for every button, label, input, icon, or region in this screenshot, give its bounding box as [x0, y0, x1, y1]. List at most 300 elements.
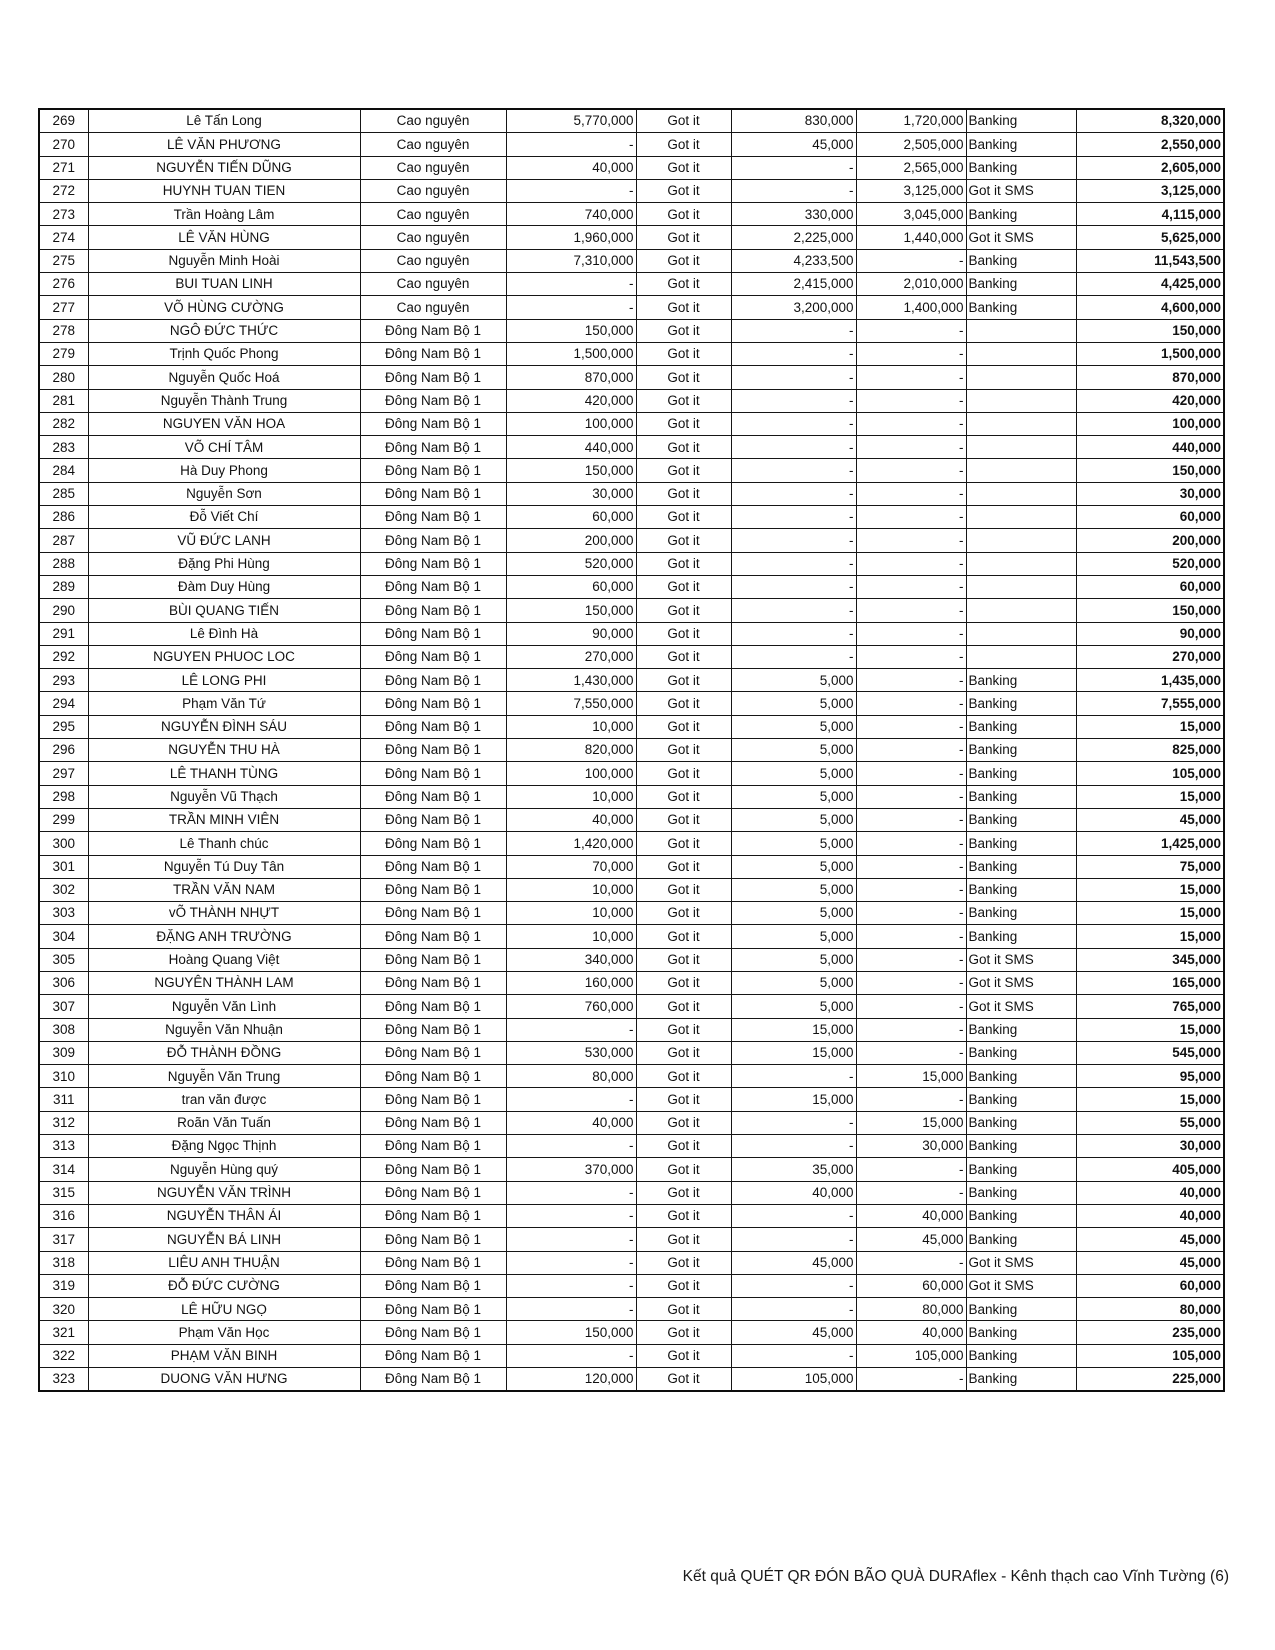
cell-region: Đông Nam Bộ 1 [360, 506, 506, 529]
cell-amount-scanned: 40,000 [506, 1111, 636, 1134]
table-row [39, 715, 1224, 738]
cell-total: 545,000 [1076, 1041, 1224, 1064]
cell-region: Đông Nam Bộ 1 [360, 1204, 506, 1227]
cell-row-number: 294 [39, 692, 88, 715]
cell-total: 825,000 [1076, 739, 1224, 762]
cell-amount-bonus-1: 5,000 [731, 762, 856, 785]
cell-total: 30,000 [1076, 482, 1224, 505]
cell-amount-bonus-2: 1,720,000 [856, 109, 966, 133]
cell-status: Got it [636, 1298, 731, 1321]
cell-amount-bonus-2: - [856, 971, 966, 994]
cell-amount-bonus-1: - [731, 436, 856, 459]
cell-amount-scanned: - [506, 1298, 636, 1321]
cell-amount-bonus-1: - [731, 366, 856, 389]
cell-amount-bonus-2: 3,045,000 [856, 203, 966, 226]
cell-name: TRẦN VĂN NAM [88, 878, 360, 901]
cell-total: 60,000 [1076, 575, 1224, 598]
cell-name: NGUYỄN ĐÌNH SÁU [88, 715, 360, 738]
table-row [39, 785, 1224, 808]
cell-amount-scanned: 120,000 [506, 1368, 636, 1392]
table-row [39, 1181, 1224, 1204]
cell-amount-bonus-1: 4,233,500 [731, 249, 856, 272]
cell-name: NGUYỄN TIẾN DŨNG [88, 156, 360, 179]
cell-amount-scanned: 10,000 [506, 785, 636, 808]
cell-region: Đông Nam Bộ 1 [360, 1018, 506, 1041]
cell-amount-bonus-2: - [856, 552, 966, 575]
cell-amount-bonus-2: - [856, 1251, 966, 1274]
cell-name: Nguyễn Tú Duy Tân [88, 855, 360, 878]
cell-region: Đông Nam Bộ 1 [360, 669, 506, 692]
cell-name: LÊ VĂN PHƯƠNG [88, 133, 360, 156]
cell-amount-bonus-2: 30,000 [856, 1135, 966, 1158]
cell-row-number: 301 [39, 855, 88, 878]
cell-total: 90,000 [1076, 622, 1224, 645]
cell-region: Đông Nam Bộ 1 [360, 762, 506, 785]
cell-region: Đông Nam Bộ 1 [360, 1158, 506, 1181]
cell-amount-bonus-1: 5,000 [731, 971, 856, 994]
cell-region: Đông Nam Bộ 1 [360, 412, 506, 435]
cell-amount-bonus-2: - [856, 342, 966, 365]
cell-region: Đông Nam Bộ 1 [360, 855, 506, 878]
cell-status: Got it [636, 203, 731, 226]
cell-payout-channel: Banking [966, 692, 1076, 715]
cell-row-number: 283 [39, 436, 88, 459]
cell-amount-bonus-1: 45,000 [731, 1321, 856, 1344]
table-row [39, 249, 1224, 272]
cell-amount-scanned: - [506, 296, 636, 319]
cell-payout-channel: Banking [966, 669, 1076, 692]
cell-region: Cao nguyên [360, 109, 506, 133]
cell-payout-channel: Banking [966, 1018, 1076, 1041]
cell-name: Lê Thanh chúc [88, 832, 360, 855]
cell-row-number: 299 [39, 808, 88, 831]
table-row [39, 156, 1224, 179]
cell-total: 75,000 [1076, 855, 1224, 878]
cell-amount-scanned: 150,000 [506, 1321, 636, 1344]
cell-payout-channel: Banking [966, 156, 1076, 179]
cell-payout-channel: Got it SMS [966, 971, 1076, 994]
table-row [39, 1298, 1224, 1321]
cell-amount-bonus-1: 5,000 [731, 692, 856, 715]
cell-name: VÕ HÙNG CƯỜNG [88, 296, 360, 319]
cell-payout-channel: Banking [966, 878, 1076, 901]
cell-total: 15,000 [1076, 902, 1224, 925]
cell-status: Got it [636, 342, 731, 365]
cell-status: Got it [636, 1135, 731, 1158]
cell-name: Phạm Văn Học [88, 1321, 360, 1344]
cell-status: Got it [636, 459, 731, 482]
cell-total: 45,000 [1076, 1251, 1224, 1274]
cell-total: 1,425,000 [1076, 832, 1224, 855]
table-row [39, 1204, 1224, 1227]
cell-name: Nguyễn Văn Trung [88, 1065, 360, 1088]
cell-row-number: 281 [39, 389, 88, 412]
cell-row-number: 298 [39, 785, 88, 808]
cell-row-number: 304 [39, 925, 88, 948]
cell-amount-scanned: 5,770,000 [506, 109, 636, 133]
cell-row-number: 309 [39, 1041, 88, 1064]
cell-status: Got it [636, 1158, 731, 1181]
cell-amount-bonus-2: 3,125,000 [856, 179, 966, 202]
cell-payout-channel: Banking [966, 902, 1076, 925]
cell-amount-bonus-2: - [856, 412, 966, 435]
cell-total: 15,000 [1076, 1088, 1224, 1111]
cell-region: Đông Nam Bộ 1 [360, 645, 506, 668]
cell-name: NGÔ ĐỨC THỨC [88, 319, 360, 342]
cell-status: Got it [636, 529, 731, 552]
cell-name: VÕ CHÍ TÂM [88, 436, 360, 459]
cell-payout-channel: Banking [966, 1368, 1076, 1392]
cell-payout-channel: Banking [966, 808, 1076, 831]
cell-total: 5,625,000 [1076, 226, 1224, 249]
cell-amount-scanned: 820,000 [506, 739, 636, 762]
cell-amount-bonus-1: 5,000 [731, 739, 856, 762]
cell-row-number: 274 [39, 226, 88, 249]
cell-amount-bonus-1: 2,225,000 [731, 226, 856, 249]
cell-amount-bonus-1: 45,000 [731, 1251, 856, 1274]
cell-region: Đông Nam Bộ 1 [360, 971, 506, 994]
cell-status: Got it [636, 575, 731, 598]
cell-region: Cao nguyên [360, 296, 506, 319]
cell-row-number: 300 [39, 832, 88, 855]
cell-amount-scanned: - [506, 1228, 636, 1251]
cell-amount-bonus-2: - [856, 785, 966, 808]
cell-region: Đông Nam Bộ 1 [360, 1274, 506, 1297]
table-row [39, 1321, 1224, 1344]
cell-amount-bonus-1: 5,000 [731, 669, 856, 692]
cell-total: 30,000 [1076, 1135, 1224, 1158]
cell-amount-bonus-2: - [856, 878, 966, 901]
cell-payout-channel [966, 389, 1076, 412]
table-row [39, 459, 1224, 482]
cell-amount-bonus-1: 330,000 [731, 203, 856, 226]
table-row [39, 995, 1224, 1018]
cell-amount-bonus-1: - [731, 1274, 856, 1297]
cell-amount-scanned: 1,430,000 [506, 669, 636, 692]
cell-amount-scanned: 760,000 [506, 995, 636, 1018]
cell-region: Đông Nam Bộ 1 [360, 1065, 506, 1088]
cell-amount-scanned: 1,420,000 [506, 832, 636, 855]
table-row [39, 669, 1224, 692]
cell-amount-bonus-1: - [731, 482, 856, 505]
table-row [39, 1344, 1224, 1367]
cell-payout-channel [966, 319, 1076, 342]
cell-payout-channel: Banking [966, 249, 1076, 272]
cell-amount-bonus-2: - [856, 808, 966, 831]
cell-total: 440,000 [1076, 436, 1224, 459]
cell-name: DUONG VĂN HƯNG [88, 1368, 360, 1392]
cell-name: Nguyễn Quốc Hoá [88, 366, 360, 389]
cell-amount-bonus-1: - [731, 342, 856, 365]
cell-name: Đặng Ngọc Thịnh [88, 1135, 360, 1158]
cell-total: 11,543,500 [1076, 249, 1224, 272]
cell-row-number: 288 [39, 552, 88, 575]
cell-amount-bonus-1: - [731, 552, 856, 575]
cell-payout-channel: Banking [966, 133, 1076, 156]
cell-total: 225,000 [1076, 1368, 1224, 1392]
cell-payout-channel: Banking [966, 296, 1076, 319]
cell-amount-bonus-2: - [856, 389, 966, 412]
cell-amount-scanned: 7,310,000 [506, 249, 636, 272]
cell-amount-bonus-1: 5,000 [731, 995, 856, 1018]
cell-status: Got it [636, 436, 731, 459]
cell-total: 150,000 [1076, 599, 1224, 622]
cell-status: Got it [636, 669, 731, 692]
cell-region: Đông Nam Bộ 1 [360, 1251, 506, 1274]
cell-payout-channel: Banking [966, 785, 1076, 808]
cell-amount-bonus-1: 35,000 [731, 1158, 856, 1181]
cell-amount-bonus-2: - [856, 692, 966, 715]
table-row [39, 925, 1224, 948]
cell-name: Nguyễn Thành Trung [88, 389, 360, 412]
cell-amount-bonus-2: - [856, 645, 966, 668]
cell-status: Got it [636, 622, 731, 645]
cell-amount-bonus-2: - [856, 902, 966, 925]
cell-amount-bonus-2: - [856, 436, 966, 459]
cell-amount-bonus-2: 40,000 [856, 1204, 966, 1227]
cell-name: vÕ THÀNH NHỰT [88, 902, 360, 925]
cell-row-number: 278 [39, 319, 88, 342]
cell-status: Got it [636, 1111, 731, 1134]
cell-amount-scanned: 60,000 [506, 506, 636, 529]
cell-payout-channel [966, 622, 1076, 645]
cell-total: 80,000 [1076, 1298, 1224, 1321]
cell-payout-channel [966, 575, 1076, 598]
page-footer-title: Kết quả QUÉT QR ĐÓN BÃO QUÀ DURAflex - Kênh thạch cao Vĩnh Tường (6) [682, 1568, 1229, 1585]
cell-status: Got it [636, 599, 731, 622]
cell-total: 60,000 [1076, 1274, 1224, 1297]
cell-row-number: 295 [39, 715, 88, 738]
cell-row-number: 305 [39, 948, 88, 971]
cell-region: Cao nguyên [360, 156, 506, 179]
table-row [39, 203, 1224, 226]
cell-amount-bonus-1: - [731, 156, 856, 179]
cell-payout-channel: Banking [966, 1111, 1076, 1134]
cell-payout-channel: Banking [966, 1135, 1076, 1158]
cell-row-number: 297 [39, 762, 88, 785]
cell-region: Đông Nam Bộ 1 [360, 785, 506, 808]
cell-region: Cao nguyên [360, 203, 506, 226]
cell-status: Got it [636, 109, 731, 133]
cell-status: Got it [636, 1228, 731, 1251]
cell-amount-bonus-1: 5,000 [731, 715, 856, 738]
table-row [39, 366, 1224, 389]
cell-amount-bonus-1: 5,000 [731, 785, 856, 808]
table-row [39, 552, 1224, 575]
cell-total: 15,000 [1076, 785, 1224, 808]
cell-region: Đông Nam Bộ 1 [360, 389, 506, 412]
table-row [39, 436, 1224, 459]
cell-amount-bonus-1: 5,000 [731, 855, 856, 878]
cell-region: Đông Nam Bộ 1 [360, 319, 506, 342]
cell-total: 40,000 [1076, 1204, 1224, 1227]
results-table-body [39, 109, 1224, 1391]
cell-row-number: 276 [39, 273, 88, 296]
cell-row-number: 302 [39, 878, 88, 901]
cell-region: Cao nguyên [360, 226, 506, 249]
cell-name: ĐỖ THÀNH ĐỒNG [88, 1041, 360, 1064]
cell-total: 235,000 [1076, 1321, 1224, 1344]
cell-region: Đông Nam Bộ 1 [360, 436, 506, 459]
cell-payout-channel [966, 366, 1076, 389]
cell-total: 15,000 [1076, 715, 1224, 738]
table-row [39, 1065, 1224, 1088]
cell-name: Đàm Duy Hùng [88, 575, 360, 598]
cell-name: LÊ LONG PHI [88, 669, 360, 692]
cell-region: Đông Nam Bộ 1 [360, 995, 506, 1018]
cell-total: 165,000 [1076, 971, 1224, 994]
cell-name: Trần Hoàng Lâm [88, 203, 360, 226]
cell-region: Đông Nam Bộ 1 [360, 599, 506, 622]
cell-payout-channel: Banking [966, 1065, 1076, 1088]
cell-status: Got it [636, 1344, 731, 1367]
cell-amount-bonus-1: - [731, 1135, 856, 1158]
cell-status: Got it [636, 808, 731, 831]
cell-amount-bonus-1: - [731, 1298, 856, 1321]
cell-total: 7,555,000 [1076, 692, 1224, 715]
cell-amount-bonus-1: 5,000 [731, 878, 856, 901]
cell-total: 2,550,000 [1076, 133, 1224, 156]
table-row [39, 878, 1224, 901]
table-row [39, 506, 1224, 529]
table-row [39, 1274, 1224, 1297]
cell-amount-bonus-2: - [856, 715, 966, 738]
cell-payout-channel: Got it SMS [966, 226, 1076, 249]
cell-name: Đặng Phi Hùng [88, 552, 360, 575]
cell-row-number: 279 [39, 342, 88, 365]
cell-name: BUI TUAN LINH [88, 273, 360, 296]
cell-amount-bonus-1: 15,000 [731, 1041, 856, 1064]
table-row [39, 1041, 1224, 1064]
cell-amount-scanned: - [506, 1135, 636, 1158]
cell-amount-bonus-2: - [856, 995, 966, 1018]
cell-name: Đỗ Viết Chí [88, 506, 360, 529]
cell-row-number: 323 [39, 1368, 88, 1392]
cell-status: Got it [636, 552, 731, 575]
cell-payout-channel: Banking [966, 1088, 1076, 1111]
cell-amount-bonus-1: - [731, 412, 856, 435]
cell-amount-scanned: 270,000 [506, 645, 636, 668]
cell-status: Got it [636, 645, 731, 668]
cell-name: Nguyễn Minh Hoài [88, 249, 360, 272]
cell-name: TRẦN MINH VIÊN [88, 808, 360, 831]
cell-row-number: 291 [39, 622, 88, 645]
cell-amount-bonus-2: 15,000 [856, 1065, 966, 1088]
cell-total: 40,000 [1076, 1181, 1224, 1204]
cell-name: Nguyễn Văn Nhuận [88, 1018, 360, 1041]
cell-name: Nguyễn Sơn [88, 482, 360, 505]
cell-name: VŨ ĐỨC LANH [88, 529, 360, 552]
cell-amount-bonus-2: 15,000 [856, 1111, 966, 1134]
cell-status: Got it [636, 995, 731, 1018]
cell-row-number: 269 [39, 109, 88, 133]
cell-row-number: 290 [39, 599, 88, 622]
cell-region: Đông Nam Bộ 1 [360, 622, 506, 645]
cell-amount-bonus-1: - [731, 575, 856, 598]
cell-region: Đông Nam Bộ 1 [360, 692, 506, 715]
cell-status: Got it [636, 855, 731, 878]
cell-total: 4,115,000 [1076, 203, 1224, 226]
cell-amount-scanned: 70,000 [506, 855, 636, 878]
cell-status: Got it [636, 715, 731, 738]
cell-payout-channel: Banking [966, 1204, 1076, 1227]
cell-name: LIÊU ANH THUẬN [88, 1251, 360, 1274]
cell-amount-bonus-2: 1,400,000 [856, 296, 966, 319]
table-row [39, 109, 1224, 133]
cell-amount-bonus-1: 15,000 [731, 1018, 856, 1041]
cell-status: Got it [636, 226, 731, 249]
cell-row-number: 292 [39, 645, 88, 668]
cell-amount-bonus-1: - [731, 1065, 856, 1088]
cell-payout-channel: Banking [966, 1181, 1076, 1204]
cell-name: NGUYỄN THU HÀ [88, 739, 360, 762]
cell-region: Đông Nam Bộ 1 [360, 878, 506, 901]
cell-name: HUYNH TUAN TIEN [88, 179, 360, 202]
cell-total: 520,000 [1076, 552, 1224, 575]
cell-payout-channel: Got it SMS [966, 1251, 1076, 1274]
cell-total: 95,000 [1076, 1065, 1224, 1088]
cell-amount-scanned: - [506, 1204, 636, 1227]
cell-amount-scanned: 370,000 [506, 1158, 636, 1181]
cell-row-number: 293 [39, 669, 88, 692]
cell-row-number: 296 [39, 739, 88, 762]
cell-name: NGUYÊN THÀNH LAM [88, 971, 360, 994]
cell-total: 870,000 [1076, 366, 1224, 389]
cell-row-number: 287 [39, 529, 88, 552]
cell-amount-bonus-2: - [856, 1158, 966, 1181]
cell-region: Đông Nam Bộ 1 [360, 1321, 506, 1344]
cell-total: 150,000 [1076, 459, 1224, 482]
cell-amount-bonus-1: - [731, 506, 856, 529]
cell-status: Got it [636, 319, 731, 342]
cell-amount-bonus-1: - [731, 645, 856, 668]
cell-amount-bonus-2: - [856, 1368, 966, 1392]
cell-status: Got it [636, 506, 731, 529]
cell-row-number: 316 [39, 1204, 88, 1227]
cell-amount-bonus-1: 105,000 [731, 1368, 856, 1392]
cell-amount-bonus-1: 5,000 [731, 902, 856, 925]
cell-amount-scanned: 1,960,000 [506, 226, 636, 249]
cell-payout-channel [966, 459, 1076, 482]
cell-amount-bonus-2: - [856, 669, 966, 692]
cell-region: Cao nguyên [360, 133, 506, 156]
cell-total: 100,000 [1076, 412, 1224, 435]
cell-status: Got it [636, 249, 731, 272]
table-row [39, 971, 1224, 994]
cell-amount-bonus-1: - [731, 529, 856, 552]
cell-payout-channel [966, 342, 1076, 365]
cell-payout-channel: Banking [966, 273, 1076, 296]
cell-amount-scanned: - [506, 179, 636, 202]
cell-region: Đông Nam Bộ 1 [360, 1111, 506, 1134]
cell-amount-scanned: 530,000 [506, 1041, 636, 1064]
cell-amount-bonus-1: 5,000 [731, 832, 856, 855]
cell-row-number: 277 [39, 296, 88, 319]
cell-status: Got it [636, 692, 731, 715]
cell-amount-scanned: 160,000 [506, 971, 636, 994]
cell-total: 765,000 [1076, 995, 1224, 1018]
cell-name: LÊ HỮU NGỌ [88, 1298, 360, 1321]
cell-status: Got it [636, 878, 731, 901]
cell-amount-scanned: 10,000 [506, 715, 636, 738]
cell-status: Got it [636, 1088, 731, 1111]
cell-row-number: 273 [39, 203, 88, 226]
cell-name: Nguyễn Văn Lình [88, 995, 360, 1018]
cell-total: 15,000 [1076, 925, 1224, 948]
cell-total: 405,000 [1076, 1158, 1224, 1181]
cell-payout-channel: Banking [966, 1321, 1076, 1344]
cell-payout-channel [966, 552, 1076, 575]
